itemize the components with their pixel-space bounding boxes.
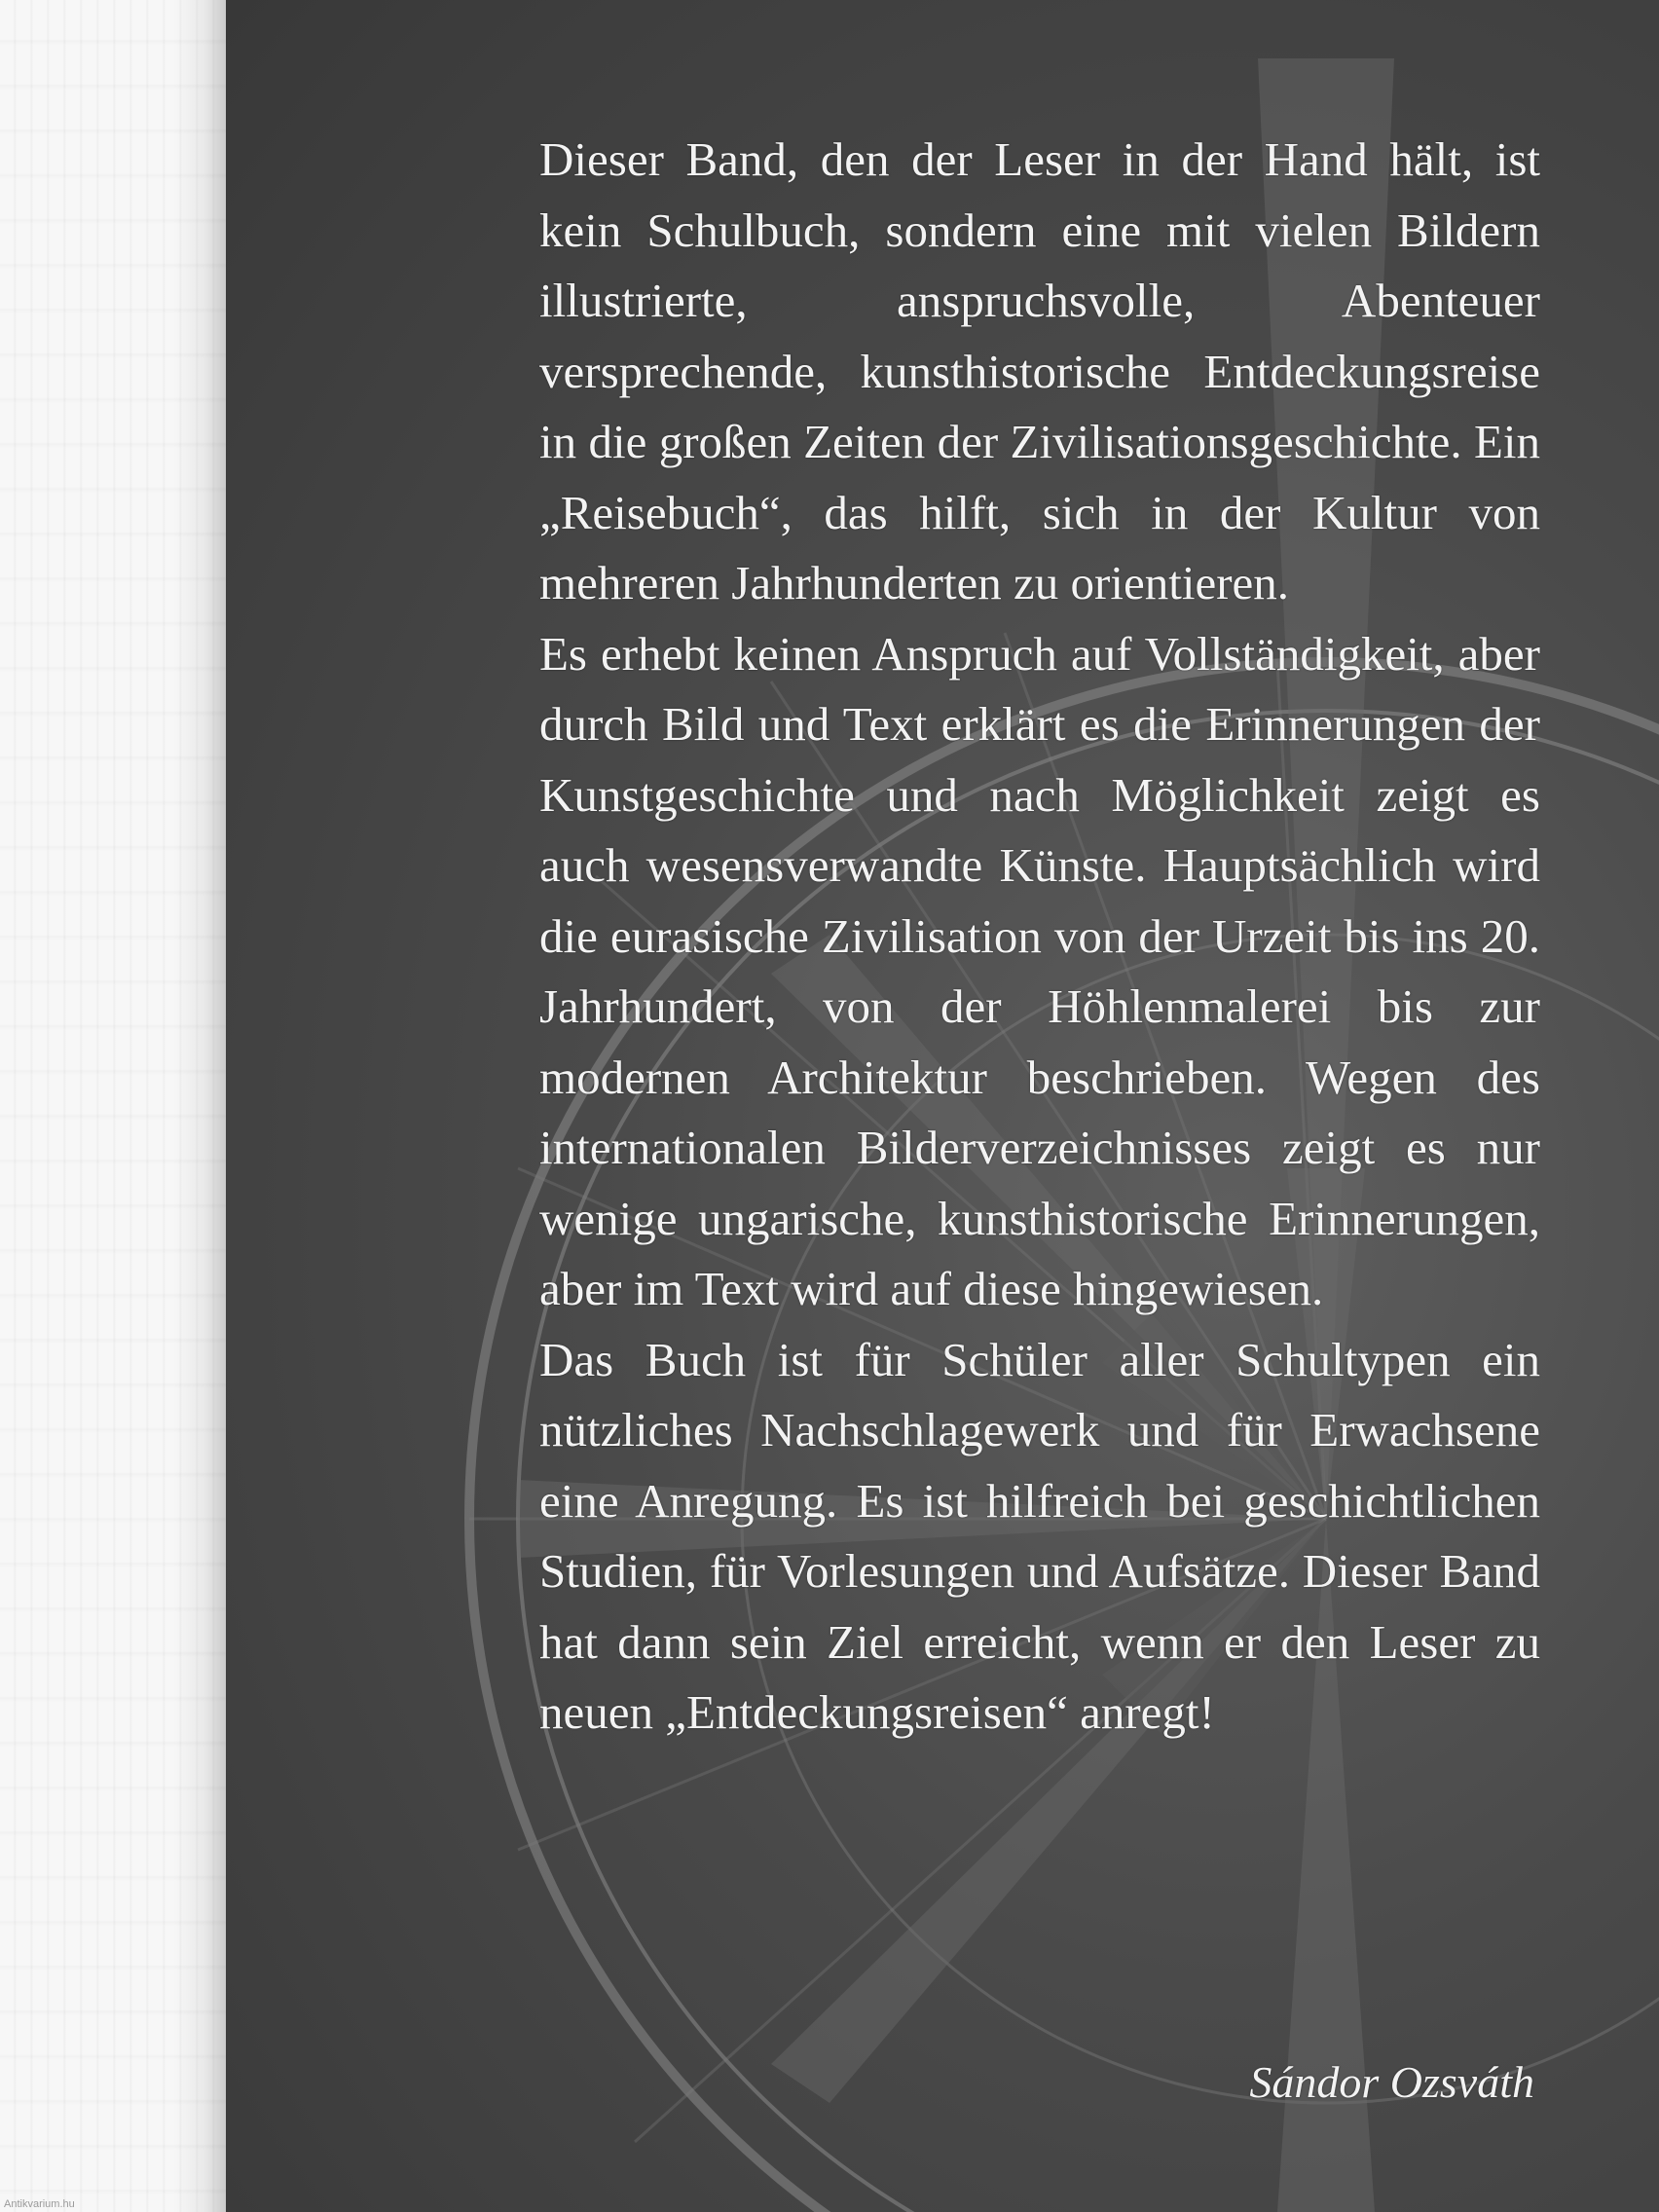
back-cover <box>226 0 1659 2212</box>
watermark: Antikvarium.hu <box>4 2198 75 2210</box>
blurb-paragraph-2: Es erhebt keinen Anspruch auf Vollständigkeit, aber durch Bild und Text erklärt es die Erinnerungen der Kunstgeschichte und nach Möglichkeit zeigt es auch wesensverwandte Künste. Hauptsächlich wird die eurasische Zivilisation von der Urzeit bis ins 20. Jahrhundert, von der Höhlenmalerei bis zur modernen Architektur beschrieben. Wegen des internationalen Bilderverzeichnisses zeigt es nur wenige ungarische, kunsthistorische Erinnerungen, aber im Text wird auf diese hingewiesen. <box>539 626 1540 1315</box>
blurb-text <box>539 125 1540 1749</box>
blurb-paragraph-1: Dieser Band, den der Leser in der Hand hält, ist kein Schulbuch, sondern eine mit vielen Bildern illustrierte, anspruchsvolle, Abenteuer versprechende, kunsthistorische Entdeckungsreise in die großen Zeiten der Zivilisationsgeschichte. Ein „Reisebuch“, das hilft, sich in der Kultur von mehreren Jahrhunderten zu orientieren. <box>539 132 1540 609</box>
spine-shadow <box>173 0 226 2212</box>
blurb-paragraph-3: Das Buch ist für Schüler aller Schultypen ein nützliches Nachschlagewerk und für Erwachsene eine Anregung. Es ist hilfreich bei geschichtlichen Studien, für Vorlesungen und Aufsätze. Dieser Band hat dann sein Ziel erreicht, wenn er den Leser zu neuen „Entdeckungsreisen“ anregt! <box>539 1332 1540 1739</box>
author-signature: Sándor Ozsváth <box>1249 2057 1534 2107</box>
